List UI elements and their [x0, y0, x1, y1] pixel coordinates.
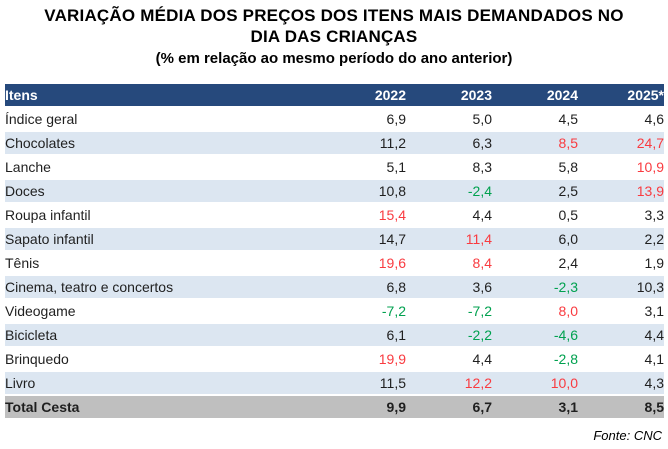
table-row — [5, 371, 664, 395]
item-name: Cinema, teatro e concertos — [5, 275, 320, 299]
value-cell: 10,9 — [578, 155, 664, 179]
column-header-2025: 2025* — [578, 84, 664, 107]
value-cell: 19,9 — [320, 347, 406, 371]
item-name: Brinquedo — [5, 347, 320, 371]
item-name: Índice geral — [5, 107, 320, 131]
value-cell: 6,1 — [320, 323, 406, 347]
item-name: Total Cesta — [5, 395, 320, 419]
column-header-itens: Itens — [5, 84, 320, 107]
value-cell: 6,7 — [406, 395, 492, 419]
value-cell: 4,4 — [406, 203, 492, 227]
value-cell: 10,0 — [492, 371, 578, 395]
value-cell: 3,3 — [578, 203, 664, 227]
value-cell: -2,3 — [492, 275, 578, 299]
table-row — [5, 203, 664, 227]
chart-title-line2: DIA DAS CRIANÇAS — [250, 27, 418, 46]
table-row — [5, 131, 664, 155]
value-cell: 5,1 — [320, 155, 406, 179]
value-cell: -2,2 — [406, 323, 492, 347]
item-name: Lanche — [5, 155, 320, 179]
value-cell: 6,3 — [406, 131, 492, 155]
value-cell: -7,2 — [320, 299, 406, 323]
title-block — [0, 0, 668, 68]
value-cell: 11,4 — [406, 227, 492, 251]
value-cell: 12,2 — [406, 371, 492, 395]
value-cell: -2,8 — [492, 347, 578, 371]
value-cell: 24,7 — [578, 131, 664, 155]
value-cell: 6,9 — [320, 107, 406, 131]
value-cell: 13,9 — [578, 179, 664, 203]
total-row — [5, 395, 664, 419]
value-cell: 14,7 — [320, 227, 406, 251]
value-cell: 11,2 — [320, 131, 406, 155]
table-header-row — [5, 84, 664, 107]
table-row — [5, 107, 664, 131]
table-row — [5, 227, 664, 251]
value-cell: 9,9 — [320, 395, 406, 419]
value-cell: 8,3 — [406, 155, 492, 179]
price-variation-table — [5, 84, 664, 420]
chart-title-line1: VARIAÇÃO MÉDIA DOS PREÇOS DOS ITENS MAIS DEMANDADOS NO — [44, 6, 624, 25]
value-cell: 2,4 — [492, 251, 578, 275]
column-header-2024: 2024 — [492, 84, 578, 107]
table-row — [5, 179, 664, 203]
value-cell: 4,1 — [578, 347, 664, 371]
value-cell: -7,2 — [406, 299, 492, 323]
value-cell: 2,5 — [492, 179, 578, 203]
source-note: Fonte: CNC — [593, 428, 662, 443]
table-row — [5, 323, 664, 347]
value-cell: 8,0 — [492, 299, 578, 323]
value-cell: 4,4 — [406, 347, 492, 371]
item-name: Sapato infantil — [5, 227, 320, 251]
value-cell: 8,5 — [492, 131, 578, 155]
value-cell: 6,0 — [492, 227, 578, 251]
value-cell: 2,2 — [578, 227, 664, 251]
value-cell: 5,8 — [492, 155, 578, 179]
value-cell: 19,6 — [320, 251, 406, 275]
value-cell: 1,9 — [578, 251, 664, 275]
item-name: Livro — [5, 371, 320, 395]
value-cell: -2,4 — [406, 179, 492, 203]
item-name: Bicicleta — [5, 323, 320, 347]
item-name: Videogame — [5, 299, 320, 323]
value-cell: 8,5 — [578, 395, 664, 419]
chart-subtitle: (% em relação ao mesmo período do ano anterior) — [155, 50, 513, 67]
table-row — [5, 251, 664, 275]
column-header-2023: 2023 — [406, 84, 492, 107]
value-cell: 11,5 — [320, 371, 406, 395]
value-cell: 4,3 — [578, 371, 664, 395]
table-row — [5, 155, 664, 179]
column-header-2022: 2022 — [320, 84, 406, 107]
table-row — [5, 299, 664, 323]
value-cell: 6,8 — [320, 275, 406, 299]
table-row — [5, 275, 664, 299]
item-name: Doces — [5, 179, 320, 203]
value-cell: -4,6 — [492, 323, 578, 347]
item-name: Tênis — [5, 251, 320, 275]
value-cell: 5,0 — [406, 107, 492, 131]
value-cell: 0,5 — [492, 203, 578, 227]
value-cell: 15,4 — [320, 203, 406, 227]
value-cell: 3,6 — [406, 275, 492, 299]
value-cell: 4,5 — [492, 107, 578, 131]
value-cell: 4,4 — [578, 323, 664, 347]
value-cell: 10,3 — [578, 275, 664, 299]
table-row — [5, 347, 664, 371]
value-cell: 10,8 — [320, 179, 406, 203]
item-name: Chocolates — [5, 131, 320, 155]
value-cell: 4,6 — [578, 107, 664, 131]
value-cell: 3,1 — [578, 299, 664, 323]
value-cell: 3,1 — [492, 395, 578, 419]
value-cell: 8,4 — [406, 251, 492, 275]
item-name: Roupa infantil — [5, 203, 320, 227]
